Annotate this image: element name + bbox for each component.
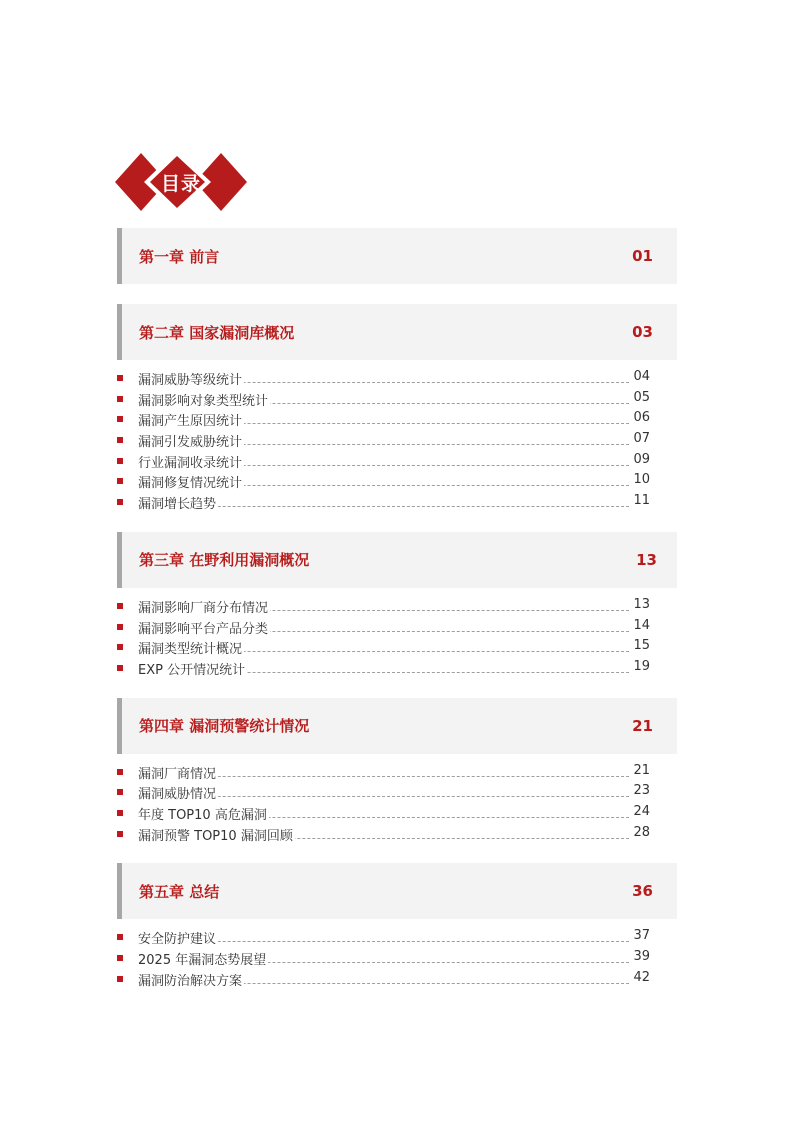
square-bullet-icon: [117, 831, 123, 837]
toc-entry-label: 漏洞防治解决方案: [138, 970, 244, 989]
square-bullet-icon: [117, 769, 123, 775]
toc-entry-page: 15: [633, 638, 650, 654]
toc-entry-page: 14: [633, 617, 650, 633]
toc-entry-page: 28: [633, 824, 650, 840]
toc-entry-page: 13: [633, 596, 650, 612]
square-bullet-icon: [117, 644, 123, 650]
square-bullet-icon: [117, 976, 123, 982]
toc-entry-page: 39: [633, 949, 650, 964]
toc-entry[interactable]: [117, 968, 677, 989]
chapter-title: 第一章 前言: [139, 247, 220, 266]
toc-entry-label: 2025 年漏洞态势展望: [138, 949, 268, 968]
toc-entry-label: 漏洞厂商情况: [138, 763, 218, 782]
toc-entry-page: 21: [633, 762, 650, 778]
chapter-page-number: 36: [632, 882, 653, 901]
toc-entry[interactable]: [117, 947, 677, 968]
section-list: [117, 754, 677, 844]
toc-entry[interactable]: [117, 761, 677, 782]
square-bullet-icon: [117, 375, 123, 381]
toc-entry[interactable]: [117, 616, 677, 637]
toc-entry[interactable]: [117, 491, 677, 512]
toc-entry-page: 23: [633, 783, 650, 799]
square-bullet-icon: [117, 603, 123, 609]
square-bullet-icon: [117, 437, 123, 443]
chapter-heading[interactable]: [117, 228, 677, 284]
toc-entry[interactable]: [117, 926, 677, 947]
chapter-accent-bar: [117, 863, 122, 919]
chapter-heading[interactable]: [117, 532, 677, 588]
toc-entry-page: 06: [633, 410, 650, 426]
chapter-title: 第二章 国家漏洞库概况: [139, 323, 295, 342]
toc-entry-page: 09: [633, 451, 650, 467]
toc-entry-label: 安全防护建议: [138, 928, 218, 947]
toc-entry-page: 24: [633, 803, 650, 819]
toc-entry[interactable]: [117, 657, 677, 678]
section-list: [117, 919, 677, 988]
toc-entry-label: EXP 公开情况统计: [138, 659, 247, 678]
toc-entry-label: 漏洞产生原因统计: [138, 410, 244, 429]
square-bullet-icon: [117, 478, 123, 484]
toc-entry[interactable]: [117, 636, 677, 657]
toc-entry[interactable]: [117, 408, 677, 429]
toc-entry[interactable]: [117, 367, 677, 388]
toc-entry-label: 漏洞影响厂商分布情况: [138, 597, 270, 616]
chapter-page-number: 03: [632, 323, 653, 341]
toc-entry[interactable]: [117, 781, 677, 802]
square-bullet-icon: [117, 665, 123, 671]
chapter-title: 第四章 漏洞预警统计情况: [139, 717, 310, 736]
chapter-accent-bar: [117, 698, 122, 754]
square-bullet-icon: [117, 458, 123, 464]
toc-entry[interactable]: [117, 802, 677, 823]
chapter-accent-bar: [117, 228, 122, 284]
toc-entry-label: 漏洞威胁情况: [138, 783, 218, 802]
toc-entry-page: 11: [633, 493, 650, 509]
square-bullet-icon: [117, 416, 123, 422]
page-title: 目录: [160, 172, 201, 195]
toc-entry-label: 漏洞修复情况统计: [138, 472, 244, 491]
toc-entry-label: 漏洞威胁等级统计: [138, 369, 244, 388]
toc-entry-label: 漏洞增长趋势: [138, 493, 218, 512]
chapter-accent-bar: [117, 304, 122, 360]
section-list: [117, 360, 677, 512]
square-bullet-icon: [117, 810, 123, 816]
toc-title-emblem: [115, 150, 247, 214]
toc-entry-label: 漏洞引发威胁统计: [138, 431, 244, 450]
square-bullet-icon: [117, 934, 123, 940]
toc-entry-label: 行业漏洞收录统计: [138, 452, 244, 471]
chapter-page-number: 13: [636, 550, 657, 569]
toc-entry-page: 10: [633, 472, 650, 488]
toc-entry-label: 漏洞预警 TOP10 漏洞回顾: [138, 825, 295, 844]
toc-entry[interactable]: [117, 450, 677, 471]
toc-entry[interactable]: [117, 470, 677, 491]
chapter-title: 第五章 总结: [139, 882, 220, 901]
chapter-heading[interactable]: [117, 304, 677, 360]
square-bullet-icon: [117, 499, 123, 505]
chapter-title: 第三章 在野利用漏洞概况: [139, 551, 310, 570]
chapter-heading[interactable]: [117, 863, 677, 919]
table-of-contents: [117, 228, 677, 988]
toc-entry-page: 19: [633, 658, 650, 674]
chapter-accent-bar: [117, 532, 122, 588]
square-bullet-icon: [117, 624, 123, 630]
toc-entry-label: 漏洞影响平台产品分类: [138, 618, 270, 637]
square-bullet-icon: [117, 396, 123, 402]
section-list: [117, 588, 677, 678]
toc-entry[interactable]: [117, 429, 677, 450]
toc-entry-label: 漏洞影响对象类型统计: [138, 390, 270, 409]
square-bullet-icon: [117, 955, 123, 961]
chapter-heading[interactable]: [117, 698, 677, 754]
square-bullet-icon: [117, 789, 123, 795]
toc-entry-label: 漏洞类型统计概况: [138, 638, 244, 657]
toc-entry-label: 年度 TOP10 高危漏洞: [138, 804, 269, 823]
toc-entry-page: 04: [633, 369, 650, 384]
toc-entry[interactable]: [117, 388, 677, 409]
chapter-page-number: 21: [632, 716, 653, 735]
toc-entry[interactable]: [117, 823, 677, 844]
toc-entry-page: 42: [633, 969, 650, 985]
toc-entry-page: 07: [633, 431, 650, 447]
toc-entry-page: 37: [633, 928, 650, 944]
toc-entry[interactable]: [117, 595, 677, 616]
chapter-page-number: 01: [632, 247, 653, 265]
toc-entry-page: 05: [633, 389, 650, 405]
